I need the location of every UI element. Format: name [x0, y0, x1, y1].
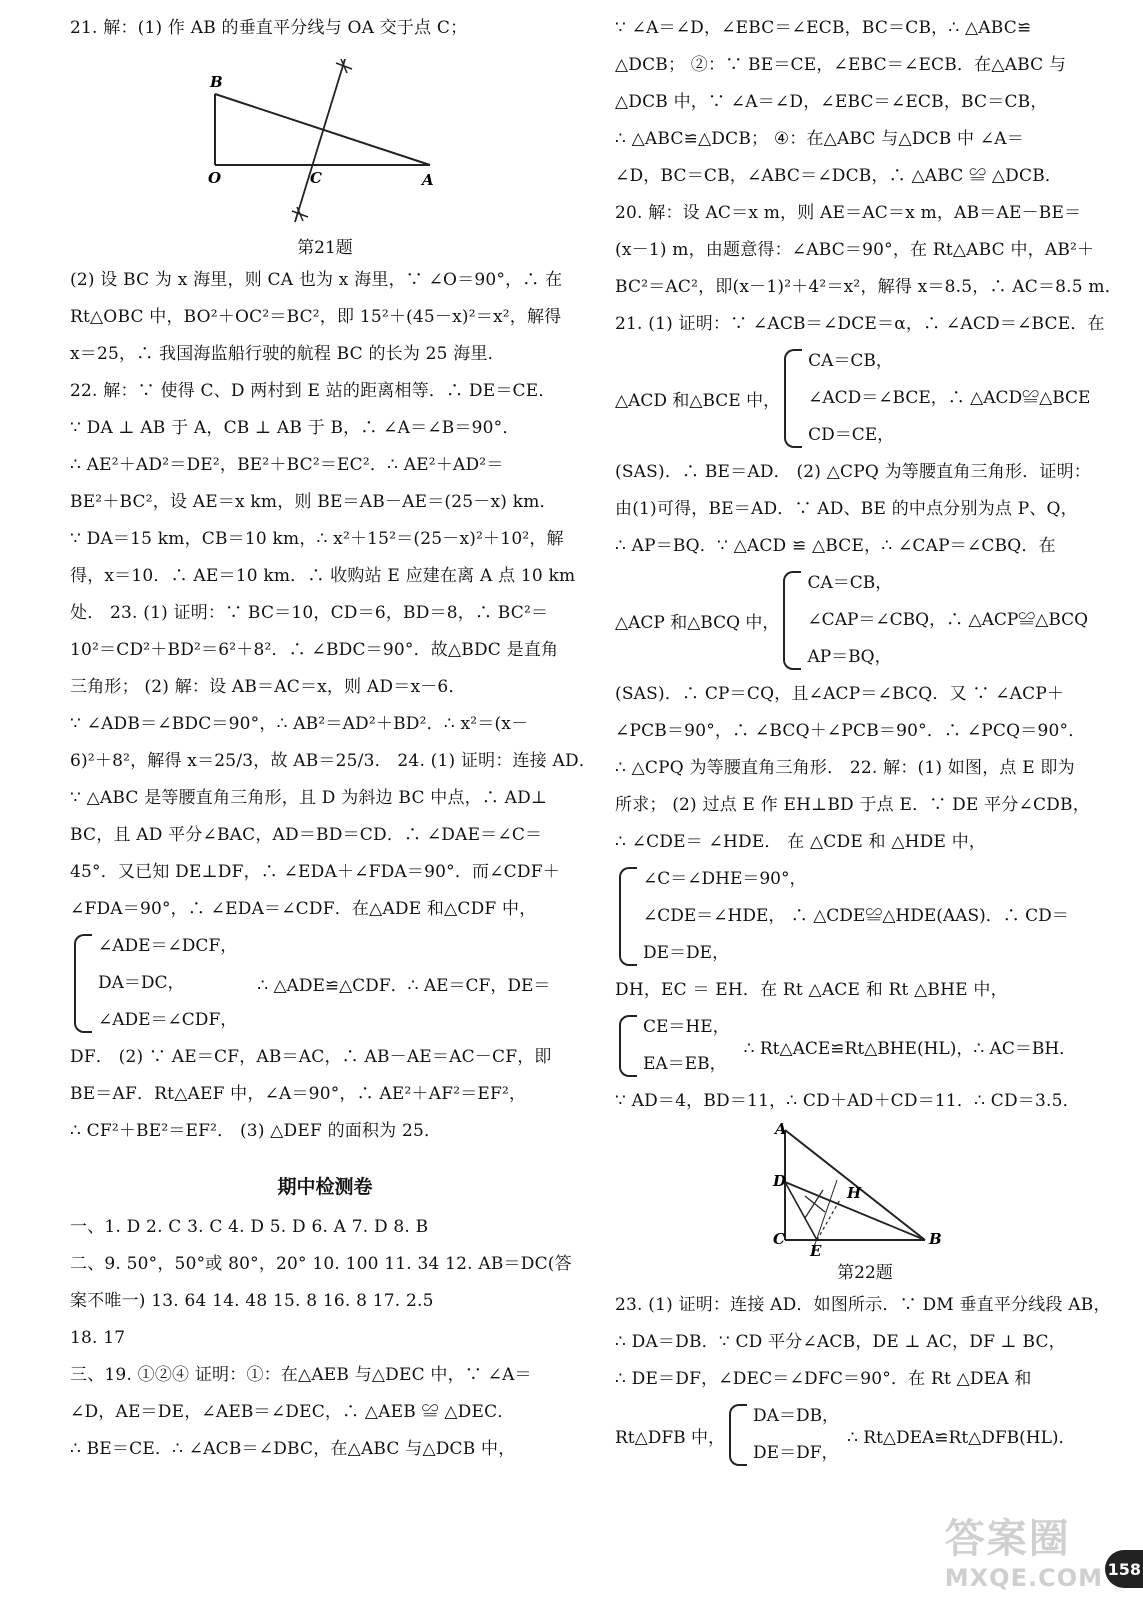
- text-line: BE²＋BC²，设 AE＝x km，则 BE＝AB－AE＝(25－x) km．: [70, 492, 557, 512]
- brace-system-3: [615, 565, 1115, 676]
- section-title: 期中检测卷: [277, 1176, 373, 1198]
- text-line: 处． 23. (1) 证明：∵ BC＝10，CD＝6，BD＝8，∴ BC²＝: [70, 603, 549, 623]
- brace-line: EA＝EB，: [643, 1054, 727, 1074]
- fig22-label-B: B: [929, 1230, 942, 1248]
- text-line: 21. 解：(1) 作 AB 的垂直平分线与 OA 交于点 C；: [70, 18, 468, 38]
- fig22-label-H: H: [847, 1184, 862, 1202]
- watermark-url: MXQE.COM: [944, 1564, 1103, 1592]
- text-line: 得，x＝10．∴ AE＝10 km．∴ 收购站 E 应建在离 A 点 10 km: [70, 566, 576, 586]
- brace-system-1: [70, 928, 580, 1039]
- text-line: 21. (1) 证明：∵ ∠ACB＝∠DCE＝α，∴ ∠ACD＝∠BCE．在: [615, 314, 1105, 334]
- brace-line: CE＝HE，: [643, 1017, 730, 1037]
- text-line: ∴ △ABC≌△DCB； ④：在△ABC 与△DCB 中 ∠A＝: [615, 129, 1024, 149]
- answer-line: 二、9. 50°，50°或 80°，20° 10. 100 11. 34 12. AB＝DC(答: [70, 1254, 572, 1274]
- right-column: [615, 10, 1122, 1472]
- fig22-label-C: C: [773, 1230, 785, 1248]
- figure-21: [70, 47, 580, 237]
- brace-conclusion: ∴ Rt△DEA≌Rt△DFB(HL)．: [847, 1427, 1076, 1448]
- text-line: (SAS)．∴ CP＝CQ，且∠ACP＝∠BCQ．又 ∵ ∠ACP＋: [615, 684, 1065, 704]
- watermark: [945, 1507, 1103, 1592]
- brace-system-4: [615, 861, 1115, 972]
- brace-line: CA＝CB，: [808, 351, 893, 371]
- text-line: Rt△OBC 中，BO²＋OC²＝BC²，即 15²＋(45－x)²＝x²，解得: [70, 307, 562, 327]
- fig22-label-E: E: [810, 1242, 822, 1258]
- text-line: BC，且 AD 平分∠BAC，AD＝BD＝CD．∴ ∠DAE＝∠C＝: [70, 825, 543, 845]
- brace-line: ∠CDE＝∠HDE， ∴ △CDE≌△HDE(AAS)．∴ CD＝: [643, 906, 1069, 926]
- text-line: ∴ DA＝DB．∵ CD 平分∠ACB，DE ⊥ AC，DF ⊥ BC，: [615, 1332, 1066, 1352]
- text-line: ∴ ∠CDE＝ ∠HDE． 在 △CDE 和 △HDE 中，: [615, 832, 987, 852]
- text-line: ∴ DE＝DF，∠DEC＝∠DFC＝90°．在 Rt △DEA 和: [615, 1369, 1032, 1389]
- brace-line: DA＝DC，: [98, 973, 185, 993]
- answer-line: ∴ BE＝CE．∴ ∠ACB＝∠DBC，在△ABC 与△DCB 中，: [70, 1439, 516, 1459]
- text-line: 23. (1) 证明：连接 AD．如图所示．∵ DM 垂直平分线段 AB，: [615, 1295, 1111, 1315]
- text-line: DF． (2) ∵ AE＝CF，AB＝AC，∴ AB－AE＝AC－CF，即: [70, 1047, 552, 1067]
- text-line: ∴ AE²＋AD²＝DE²，BE²＋BC²＝EC²．∴ AE²＋AD²＝: [70, 455, 504, 475]
- answer-line: 一、1. D 2. C 3. C 4. D 5. D 6. A 7. D 8. B: [70, 1217, 429, 1237]
- brace-line: ∠ADE＝∠CDF，: [98, 1010, 238, 1030]
- text-line: ∠FDA＝90°，∴ ∠EDA＝∠CDF．在△ADE 和△CDF 中，: [70, 899, 537, 919]
- brace-system-5: [615, 1009, 1115, 1083]
- brace-intro: △ACD 和△BCE 中，: [615, 391, 781, 411]
- text-line: △DCB 中，∵ ∠A＝∠D，∠EBC＝∠ECB，BC＝CB，: [615, 92, 1048, 112]
- text-line: ∴ △CPQ 为等腰直角三角形． 22. 解：(1) 如图，点 E 即为: [615, 758, 1075, 778]
- text-line: 20. 解：设 AC＝x m，则 AE＝AC＝x m，AB＝AE－BE＝: [615, 203, 1082, 223]
- brace-line: AP＝BQ，: [807, 647, 892, 667]
- text-line: 所求； (2) 过点 E 作 EH⊥BD 于点 E．∵ DE 平分∠CDB，: [615, 795, 1090, 815]
- figure-22-caption: 第22题: [837, 1263, 893, 1283]
- brace-intro: △ACP 和△BCQ 中，: [615, 613, 780, 633]
- text-line: BE＝AF．Rt△AEF 中，∠A＝90°，∴ AE²＋AF²＝EF²，: [70, 1084, 527, 1104]
- left-column: [70, 10, 597, 1468]
- text-line: ∴ AP＝BQ．∵ △ACD ≌ △BCE，∴ ∠CAP＝∠CBQ．在: [615, 536, 1056, 556]
- text-line: ∵ △ABC 是等腰直角三角形，且 D 为斜边 BC 中点，∴ AD⊥: [70, 788, 548, 808]
- text-line: 10²＝CD²＋BD²＝6²＋8²．∴ ∠BDC＝90°．故△BDC 是直角: [70, 640, 559, 660]
- brace-line: CD＝CE，: [808, 425, 895, 445]
- brace-system-2: [615, 343, 1115, 454]
- brace-mark: [74, 934, 92, 1033]
- text-line: BC²＝AC²，即(x－1)²＋4²＝x²，解得 x＝8.5，∴ AC＝8.5 m．: [615, 277, 1122, 297]
- brace-line: DE＝DE，: [643, 943, 730, 963]
- brace-line: ∠ADE＝∠DCF，: [98, 936, 238, 956]
- page-number: 158: [1105, 1550, 1143, 1588]
- brace-mark: [783, 571, 801, 670]
- fig21-label-A: A: [422, 171, 434, 189]
- fig22-label-D: D: [773, 1172, 787, 1190]
- answer-line: 三、19. ①②④ 证明：①：在△AEB 与△DEC 中，∵ ∠A＝: [70, 1365, 532, 1385]
- text-line: (2) 设 BC 为 x 海里，则 CA 也为 x 海里，∵ ∠O＝90°，∴ 在: [70, 270, 563, 290]
- text-line: ∵ DA ⊥ AB 于 A，CB ⊥ AB 于 B，∴ ∠A＝∠B＝90°．: [70, 418, 520, 438]
- brace-system-6: [615, 1398, 1115, 1472]
- figure-21-caption: 第21题: [297, 238, 353, 258]
- text-line: ∠PCB＝90°，∴ ∠BCQ＋∠PCB＝90°．∴ ∠PCQ＝90°．: [615, 721, 1086, 741]
- brace-conclusion: ∴ Rt△ACE≌Rt△BHE(HL)，∴ AC＝BH．: [743, 1038, 1077, 1059]
- brace-mark: [729, 1404, 747, 1466]
- answer-line: ∠D，AE＝DE，∠AEB＝∠DEC，∴ △AEB ≌ △DEC．: [70, 1402, 515, 1422]
- brace-line: ∠C＝∠DHE＝90°，: [643, 869, 807, 889]
- fig21-label-C: C: [310, 169, 322, 187]
- text-line: ∵ AD＝4，BD＝11，∴ CD＋AD＋CD＝11．∴ CD＝3.5．: [615, 1091, 1080, 1111]
- brace-mark: [619, 1015, 637, 1077]
- watermark-main: 答案圈: [944, 1516, 1071, 1562]
- fig21-label-O: O: [208, 169, 222, 187]
- brace-line: ∠CAP＝∠CBQ，∴ △ACP≌△BCQ: [807, 610, 1089, 630]
- text-line: 三角形； (2) 解：设 AB＝AC＝x，则 AD＝x－6．: [70, 677, 466, 697]
- figure-22: [615, 1120, 1115, 1258]
- brace-line: DA＝DB，: [753, 1406, 840, 1426]
- text-line: DH，EC ＝ EH．在 Rt △ACE 和 Rt △BHE 中，: [615, 980, 1008, 1000]
- text-line: (SAS)．∴ BE＝AD． (2) △CPQ 为等腰直角三角形．证明：: [615, 462, 1091, 482]
- text-line: 由(1)可得，BE＝AD．∵ AD、BE 的中点分别为点 P、Q，: [615, 499, 1078, 519]
- text-line: 22. 解：∵ 使得 C、D 两村到 E 站的距离相等．∴ DE＝CE．: [70, 381, 556, 401]
- text-line: ∵ ∠ADB＝∠BDC＝90°，∴ AB²＝AD²＋BD²．∴ x²＝(x－: [70, 714, 529, 734]
- brace-intro: Rt△DFB 中，: [615, 1427, 726, 1448]
- text-line: x＝25，∴ 我国海监船行驶的航程 BC 的长为 25 海里．: [70, 344, 505, 364]
- text-line: 6)²＋8²，解得 x＝25/3，故 AB＝25/3． 24. (1) 证明：连接 AD．: [70, 751, 597, 771]
- brace-mark: [619, 867, 637, 966]
- brace-conclusion: ∴ △ADE≌△CDF．∴ AE＝CF，DE＝: [257, 976, 551, 996]
- text-line: ∵ ∠A＝∠D，∠EBC＝∠ECB，BC＝CB，∴ △ABC≌: [615, 18, 1032, 38]
- brace-line: CA＝CB，: [807, 573, 893, 593]
- answer-line: 18. 17: [70, 1328, 126, 1348]
- answer-line: 案不唯一) 13. 64 14. 48 15. 8 16. 8 17. 2.5: [70, 1291, 434, 1311]
- text-line: ∵ DA＝15 km，CB＝10 km，∴ x²＋15²＝(25－x)²＋10²，解: [70, 529, 564, 549]
- text-line: △DCB； ②：∵ BE＝CE，∠EBC＝∠ECB．在△ABC 与: [615, 55, 1067, 75]
- fig21-label-B: B: [210, 73, 223, 91]
- fig22-label-A: A: [775, 1120, 787, 1138]
- text-line: ∴ CF²＋BE²＝EF²． (3) △DEF 的面积为 25．: [70, 1121, 442, 1141]
- text-line: 45°．又已知 DE⊥DF，∴ ∠EDA＋∠FDA＝90°．而∠CDF＋: [70, 862, 560, 882]
- text-line: ∠D，BC＝CB，∠ABC＝∠DCB，∴ △ABC ≌ △DCB．: [615, 166, 1063, 186]
- text-line: (x－1) m，由题意得：∠ABC＝90°，在 Rt△ABC 中，AB²＋: [615, 240, 1095, 260]
- brace-line: ∠ACD＝∠BCE，∴ △ACD≌△BCE: [808, 388, 1091, 408]
- brace-mark: [784, 349, 802, 448]
- brace-line: DE＝DF，: [753, 1443, 839, 1463]
